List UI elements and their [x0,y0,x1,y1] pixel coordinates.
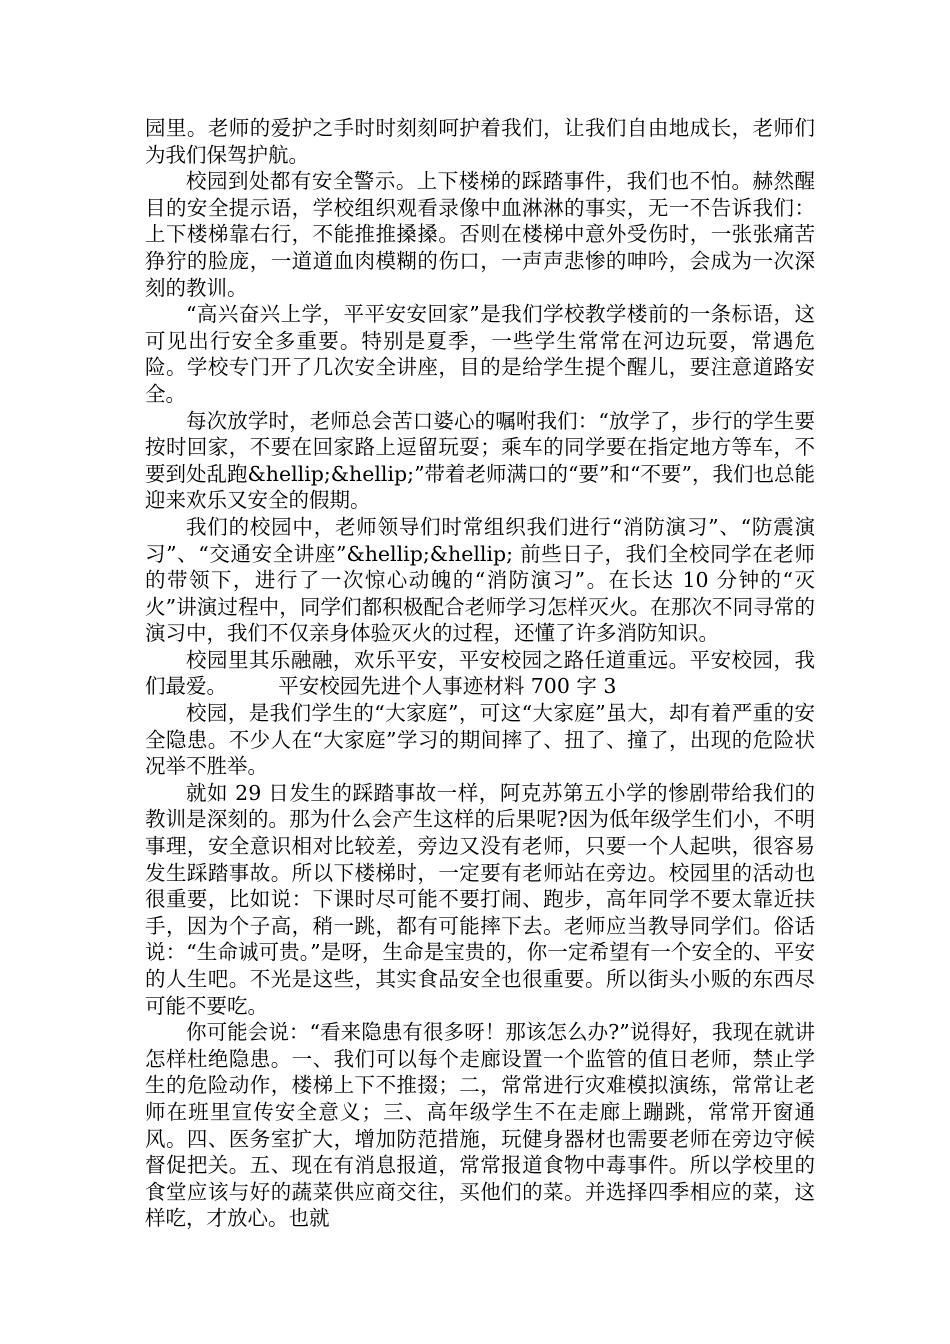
closing-text: 校园里其乐融融，欢乐平安，平安校园之路任道重远。平安校园，我们最爱。 [145,647,815,699]
paragraph-closing [145,647,815,700]
paragraph-stampede: 就如 29 日发生的踩踏事故一样，阿克苏第五小学的惨剧带给我们的教训是深刻的。那为什么会产生这样的后果呢?因为低年级学生们小，不明事理，安全意识相对比较差，旁边又没有老师，只要一个人起哄，很容易发生踩踏事故。所以下楼梯时，一定要有老师站在旁边。校园里的活动也很重要，比如说：下课时尽可能不要打闹、跑步，高年同学不要太靠近扶手，因为个子高，稍一跳，都有可能摔下去。老师应当教导同学们。俗话说：“生命诚可贵。”是呀，生命是宝贵的，你一定希望有一个安全的、平安的人生吧。不光是这些，其实食品安全也很重要。所以街头小贩的东西尽可能不要吃。 [145,780,815,1018]
paragraph-after-school: 每次放学时，老师总会苦口婆心的嘱咐我们：“放学了，步行的学生要按时回家，不要在回家路上逗留玩耍；乘车的同学要在指定地方等车，不要到处乱跑&hellip;&hellip;”带着老师满口的“要”和“不要”，我们也总能迎来欢乐又安全的假期。 [145,408,815,513]
paragraph-solutions: 你可能会说：“看来隐患有很多呀！那该怎么办?”说得好，我现在就讲怎样杜绝隐患。一、我们可以每个走廊设置一个监管的值日老师，禁止学生的危险动作，楼梯上下不推掇；二，常常进行灾难模拟演练，常常让老师在班里宣传安全意义；三、高年级学生不在走廊上蹦跳，常常开窗通风。四、医务室扩大，增加防范措施，玩健身器材也需要老师在旁边守候督促把关。五、现在有消息报道，常常报道食物中毒事件。所以学校里的食堂应该与好的蔬菜供应商交往，买他们的菜。并选择四季相应的菜，这样吃，才放心。也就 [145,1020,815,1231]
paragraph-fire-drill: 我们的校园中，老师领导们时常组织我们进行“消防演习”、“防震演习”、“交通安全讲座”&hellip;&hellip; 前些日子，我们全校同学在老师的带领下，进行了一次惊心动魄的“消防演习”。在长达 10 分钟的“灭火”讲演过程中，同学们都积极配合老师学习怎样灭火。在那次不同寻常的演习中，我们不仅亲身体验灭火的过程，还懂了许多消防知识。 [145,514,815,646]
paragraph-slogan: “高兴奋兴上学，平平安安回家”是我们学校教学楼前的一条标语，这可见出行安全多重要。特别是夏季，一些学生常常在河边玩耍，常遇危险。学校专门开了几次安全讲座，目的是给学生提个醒儿，要注意道路安全。 [145,302,815,406]
paragraph-safety-warnings: 校园到处都有安全警示。上下楼梯的踩踏事件，我们也不怕。赫然醒目的安全提示语，学校组织观看录像中血淋淋的事实，无一不告诉我们：上下楼梯靠右行，不能推推搡搡。否则在楼梯中意外受伤时，一张张痛苦狰狞的脸庞，一道道血肉模糊的伤口，一声声悲惨的呻吟，会成为一次深刻的教训。 [145,169,815,300]
paragraph-big-family: 校园，是我们学生的“大家庭”，可这“大家庭”虽大，却有着严重的安全隐患。不少人在“大家庭”学习的期间摔了、扭了、撞了，出现的危险状况举不胜举。 [145,701,815,779]
document-page [145,115,815,1232]
document-title: 平安校园先进个人事迹材料 700 字 3 [278,674,617,699]
paragraph-continuation: 园里。老师的爱护之手时时刻刻呵护着我们，让我们自由地成长，老师们为我们保驾护航。 [145,116,815,167]
